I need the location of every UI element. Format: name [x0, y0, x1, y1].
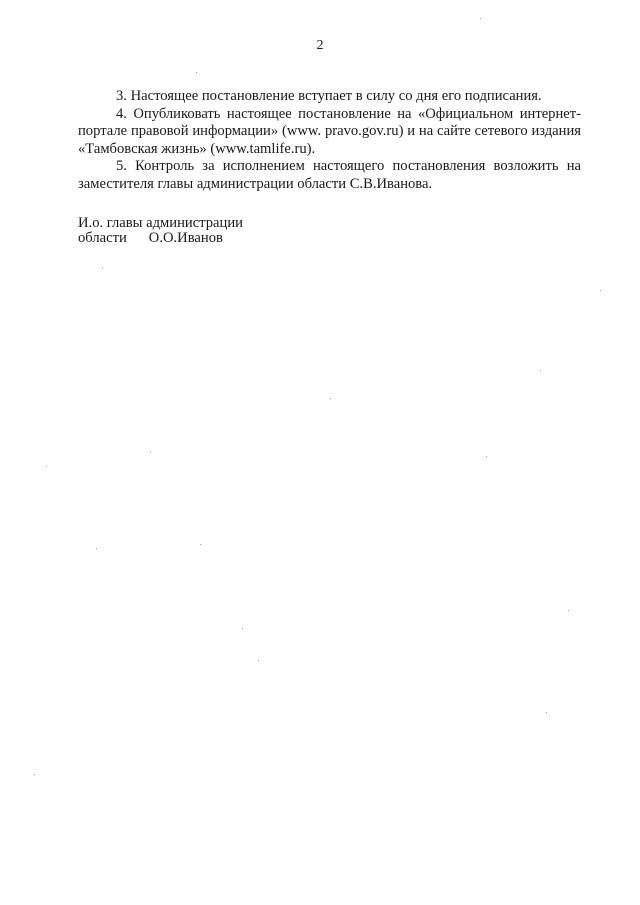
scan-speck [96, 548, 97, 549]
scan-speck [540, 370, 541, 371]
paragraph-5: 5. Контроль за исполнением настоящего постановления возложить на заместителя главы администрации области С.В.Иванова. [78, 158, 581, 192]
scan-speck [102, 268, 103, 269]
paragraph-4: 4. Опубликовать настоящее постановление на «Официальном интернет-портале правовой информации» (www. pravo.gov.ru) и на сайте сетевого издания «Тамбовская жизнь» (www.tamlife.ru). [78, 105, 581, 157]
signatory-position-line2: области [78, 230, 127, 246]
signatory-name: О.О.Иванов [148, 230, 223, 246]
scan-speck [330, 398, 331, 399]
scan-speck [568, 610, 569, 611]
document-body [78, 88, 581, 193]
scan-speck [200, 544, 201, 545]
scan-speck [46, 466, 47, 467]
scan-speck [546, 712, 547, 713]
signatory-position-line1: И.о. главы администрации [78, 215, 243, 231]
scan-speck [486, 456, 487, 457]
scan-speck [150, 452, 151, 453]
scan-speck [34, 774, 35, 775]
paragraph-3: 3. Настоящее постановление вступает в силу со дня его подписания. [116, 88, 542, 104]
scan-speck [242, 628, 243, 629]
scan-speck [196, 72, 197, 73]
scan-speck [600, 290, 601, 291]
scan-speck [258, 660, 259, 661]
page-number: 2 [316, 38, 324, 53]
scan-speck [480, 18, 481, 19]
signatory-line2 [78, 231, 243, 246]
signature-block [78, 216, 243, 246]
